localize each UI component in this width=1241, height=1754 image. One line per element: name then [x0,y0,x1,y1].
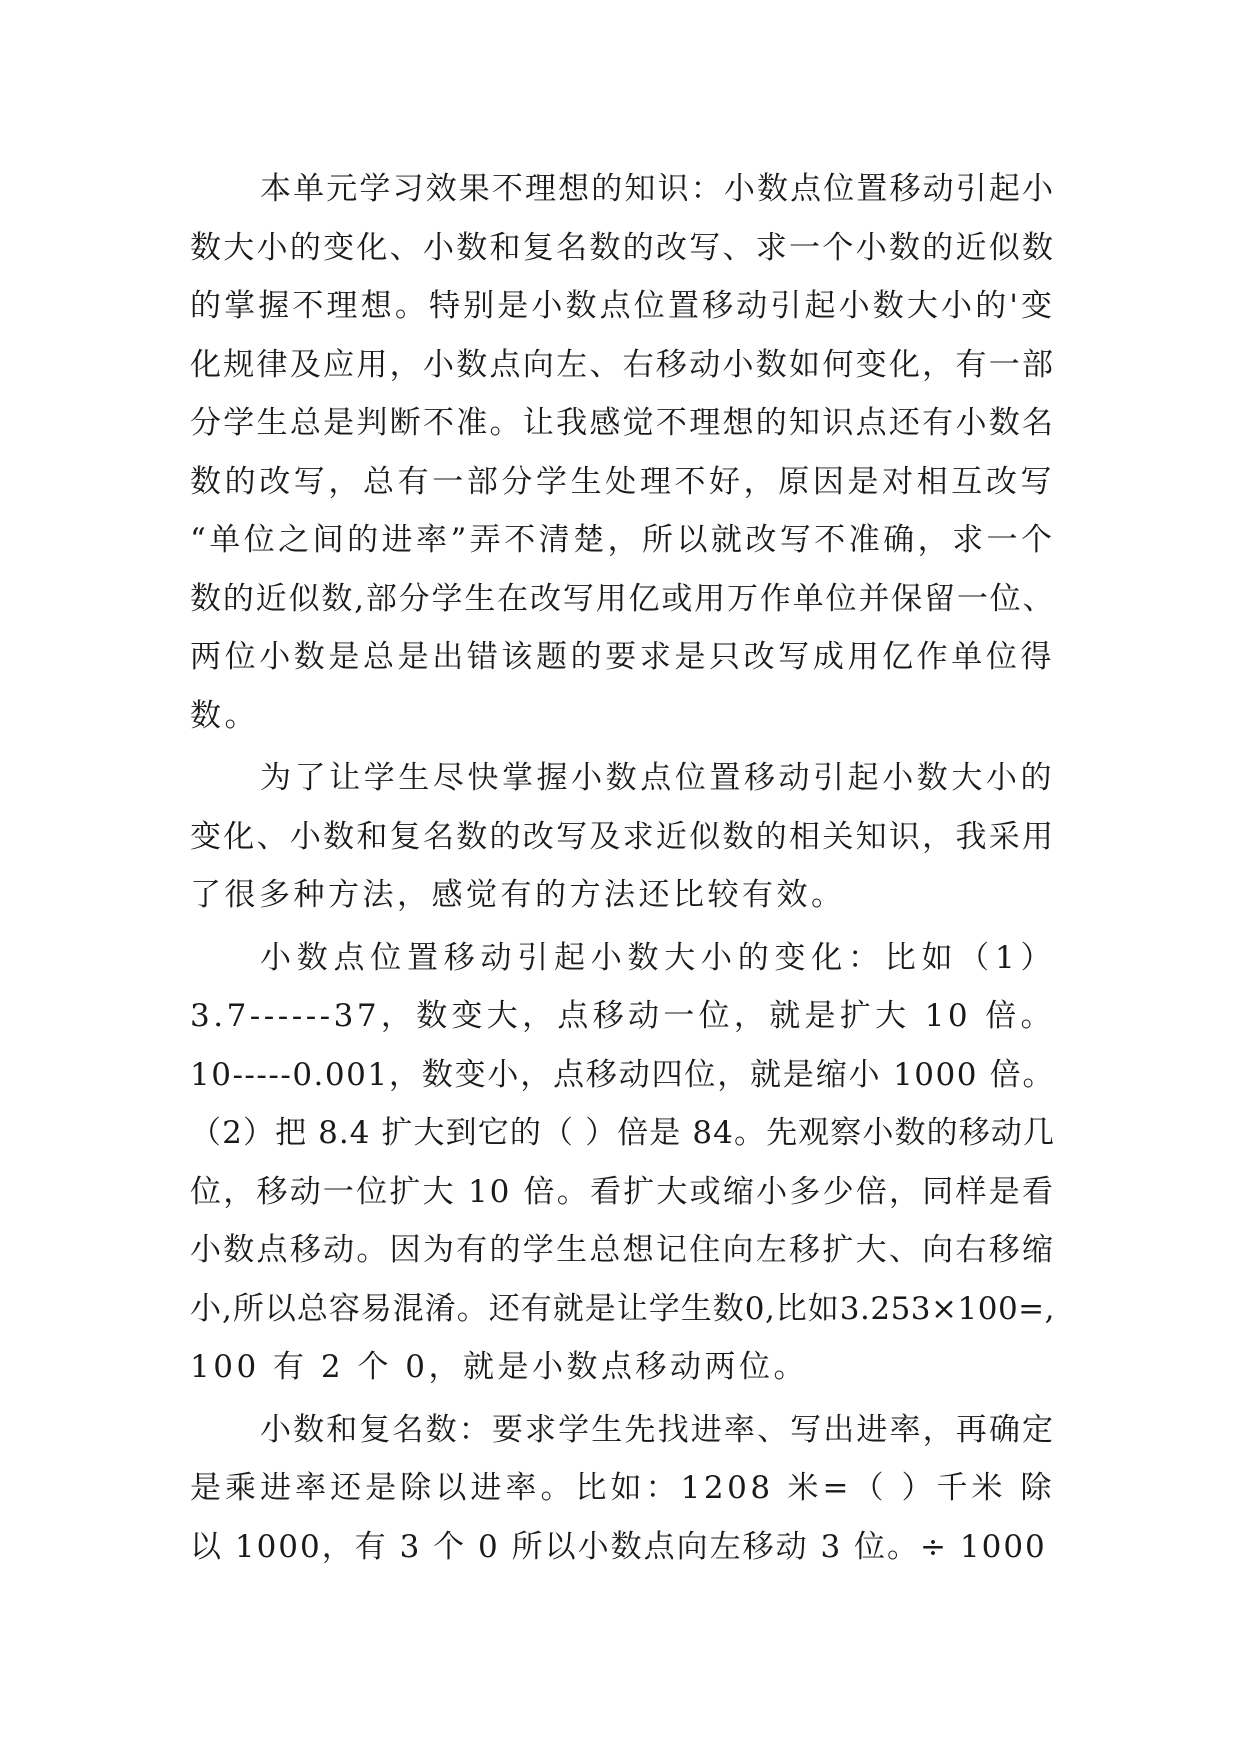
text-line: 变化、小数和复名数的改写及求近似数的相关知识，我采用 [190,818,1055,855]
paragraph-1 [190,160,1055,745]
text-line: 位，移动一位扩大 10 倍。看扩大或缩小多少倍，同样是看 [190,1173,1055,1210]
document-body [190,160,1055,1576]
text-line: 小数和复名数：要求学生先找进率、写出进率，再确定 [260,1411,1055,1448]
text-line: 小数点移动。因为有的学生总想记住向左移扩大、向右移缩 [190,1232,1055,1268]
paragraph-2 [190,749,1055,925]
text-line: 是乘进率还是除以进率。比如：1208 米=（ ）千米 除 [190,1470,1055,1506]
text-line: 了很多种方法，感觉有的方法还比较有效。 [190,877,846,913]
paragraph-4 [190,1401,1055,1577]
text-line: 小数点位置移动引起小数大小的变化：比如（1） [260,939,1055,976]
paragraph-3 [190,929,1055,1397]
text-line: “单位之间的进率”弄不清楚，所以就改写不准确，求一个 [190,522,1055,558]
text-line: 分学生总是判断不准。让我感觉不理想的知识点还有小数名 [190,405,1055,441]
text-line: 的掌握不理想。特别是小数点位置移动引起小数大小的'变 [190,288,1055,324]
text-line: 数。 [190,697,259,734]
text-line: 小,所以总容易混淆。还有就是让学生数0,比如3.253×100=, [190,1290,1055,1327]
text-line: （2）把 8.4 扩大到它的（ ）倍是 84。先观察小数的移动几 [190,1115,1055,1151]
text-line: 本单元学习效果不理想的知识：小数点位置移动引起小 [260,171,1055,207]
text-line: 为了让学生尽快掌握小数点位置移动引起小数大小的 [260,760,1055,796]
text-line: 以 1000，有 3 个 0 所以小数点向左移动 3 位。÷ 1000 [190,1528,1047,1565]
text-line: 化规律及应用，小数点向左、右移动小数如何变化，有一部 [190,346,1055,383]
text-line: 100 有 2 个 0，就是小数点移动两位。 [190,1349,809,1385]
text-line: 3.7------37，数变大，点移动一位，就是扩大 10 倍。 [190,998,1055,1034]
text-line: 两位小数是总是出错该题的要求是只改写成用亿作单位得 [190,639,1055,675]
text-line: 数的改写，总有一部分学生处理不好，原因是对相互改写 [190,463,1055,500]
text-line: 数的近似数,部分学生在改写用亿或用万作单位并保留一位、 [190,580,1055,617]
text-line: 数大小的变化、小数和复名数的改写、求一个小数的近似数 [190,229,1055,266]
text-line: 10-----0.001，数变小，点移动四位，就是缩小 1000 倍。 [190,1056,1055,1093]
